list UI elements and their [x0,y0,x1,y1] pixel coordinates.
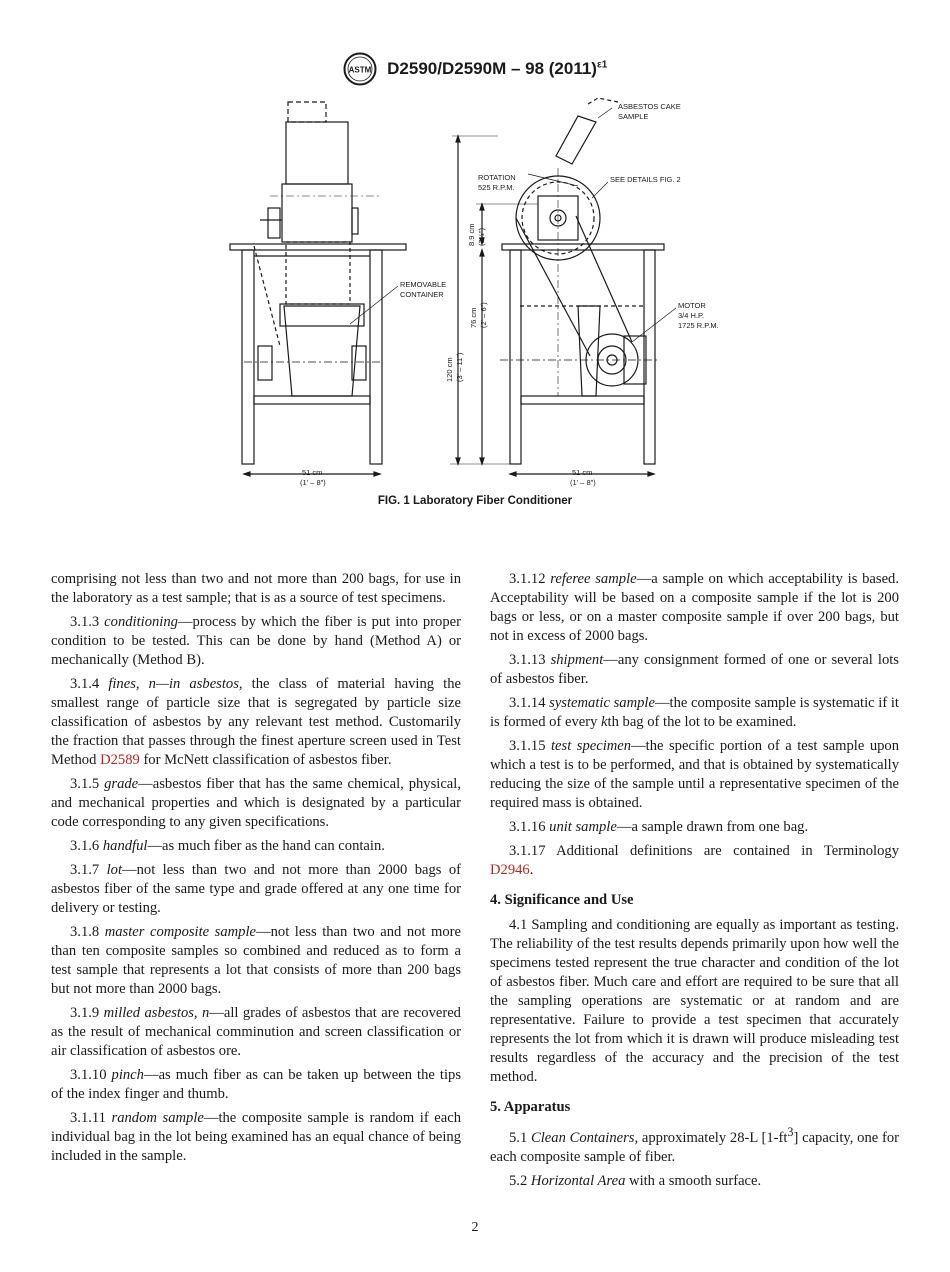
figure-caption: FIG. 1 Laboratory Fiber Conditioner [377,495,573,507]
para-5-1: 5.1 Clean Containers, approximately 28-L $[1-ft^3]$ capacity, one for each composite sample of fiber. [490,1125,899,1165]
def-fines: 3.1.4 fines, n—in asbestos, the class of material having the smallest range of particle size that is segregated by particle size classification of asbestos by any relevant test method. Customarily the fraction that passes through the finest aperture screen used in Test Method D2589 for McNett classification of asbestos fiber. [51,676,461,768]
page-header [0,52,950,86]
left-column [51,570,461,1171]
def-conditioning: 3.1.3 conditioning—process by which the fiber is put into proper condition to be tested. This can be done by hand (Method A) or mechanically (Method B). [51,614,461,668]
label-rotation: ROTATION [478,173,516,182]
section-heading-significance: 4. Significance and Use [490,892,634,908]
def-random-sample: 3.1.11 random sample—the composite sample is random if each individual bag in the lot being examined has an equal chance of being included in the sample. [51,1110,461,1164]
def-lot: 3.1.7 lot—not less than two and not more than 2000 bags of asbestos fiber of the same type and grade offered at any one time for delivery or testing. [51,862,462,916]
svg-text:ASTM: ASTM [348,65,372,75]
dim-120cm-imperial: (3' – 11") [455,352,464,382]
dim-51cm-left-imperial: (1' – 8") [300,478,326,487]
label-motor-hp: 3/4 H.P. [678,311,705,320]
def-grade: 3.1.5 grade—asbestos fiber that has the same chemical, physical, and mechanical properties and which is designated by a particular code corresponding to any given specifications. [51,776,461,830]
astm-logo-icon [343,52,377,86]
para-5-2: 5.2 Horizontal Area with a smooth surface. [509,1172,762,1189]
dim-51cm-right-imperial: (1' – 8") [570,478,596,487]
section-heading-apparatus: 5. Apparatus [490,1099,571,1115]
label-removable: REMOVABLE [400,280,447,289]
label-rpm: 525 R.P.M. [478,183,515,192]
def-handful: 3.1.6 handful—as much fiber as the hand can contain. [70,838,385,854]
dim-8-9cm-imperial: (3½") [477,227,486,246]
paragraph-continuation: comprising not less than two and not more than 200 bags, for use in the laboratory as a test sample; that is as a source of test specimens. [51,571,461,606]
dim-51cm-left: 51 cm [302,468,323,477]
ref-d2946-link[interactable]: D2946 [490,862,530,878]
label-container: CONTAINER [400,290,444,299]
para-4-1: 4.1 Sampling and conditioning are equally as important as testing. The reliability of the test results depends primarily upon how well the specimens tested represent the true character and condition of the lot of asbestos fiber. Much care and effort are required to be sure that all the sampling operations are systematic or at random and are representative. Failure to provide a test specimen that accurately represents the lot from which it is drawn will produce misleading test results regardless of the accuracy and the precision of the test method. [490,917,899,1085]
def-master-composite-sample: 3.1.8 master composite sample—not less than two and not more than ten composite samples so combined and reduced as to form a test sample that represents a lot that consists of more than 200 bags but not more than 2000 bags. [51,924,462,997]
def-systematic-sample: 3.1.14 systematic sample—the composite sample is systematic if it is formed of every kth bag of the lot to be examined. [490,695,899,730]
label-sample: SAMPLE [618,112,649,121]
def-shipment: 3.1.13 shipment—any consignment formed of one or several lots of asbestos fiber. [490,652,899,687]
fig1-laboratory-fiber-conditioner [220,96,740,491]
ref-d2589-link[interactable]: D2589 [100,752,140,768]
dim-120cm: 120 cm [445,357,454,382]
document-designation: D2590/D2590M – 98 $(2011)^{\varepsilon 1}$ [387,59,608,78]
label-asbestos-cake: ASBESTOS CAKE [618,102,681,111]
label-see-details: SEE DETAILS FIG. 2 [610,175,681,184]
label-motor: MOTOR [678,301,706,310]
dim-51cm-right: 51 cm [572,468,593,477]
dim-76cm: 76 cm [469,307,478,328]
def-test-specimen: 3.1.15 test specimen—the specific portion of a test sample upon which a test is to be performed, and that is obtained by systematically reducing the size of the sample until a representative specimen of the required mass is obtained. [490,738,900,811]
def-pinch: 3.1.10 pinch—as much fiber as can be taken up between the tips of the index finger and thumb. [51,1067,461,1102]
dim-76cm-imperial: (2' – 6") [479,302,488,328]
label-motor-rpm: 1725 R.P.M. [678,321,719,330]
def-referee-sample: 3.1.12 referee sample—a sample on which acceptability is based. Acceptability will be based on a composite sample if the lot is 200 bags or less, or on a master composite sample if over 200 bags, but not in excess of 2000 bags. [490,571,900,644]
right-column [490,570,899,1196]
def-additional: 3.1.17 Additional definitions are contained in Terminology D2946. [490,843,899,878]
def-unit-sample: 3.1.16 unit sample—a sample drawn from one bag. [509,819,809,835]
page-number: 2 [471,1220,479,1235]
def-milled-asbestos: 3.1.9 milled asbestos, n—all grades of asbestos that are recovered as the result of mechanical comminution and screen classification or air classification of asbestos ore. [51,1005,461,1059]
dim-8-9cm: 8.9 cm [467,223,476,246]
